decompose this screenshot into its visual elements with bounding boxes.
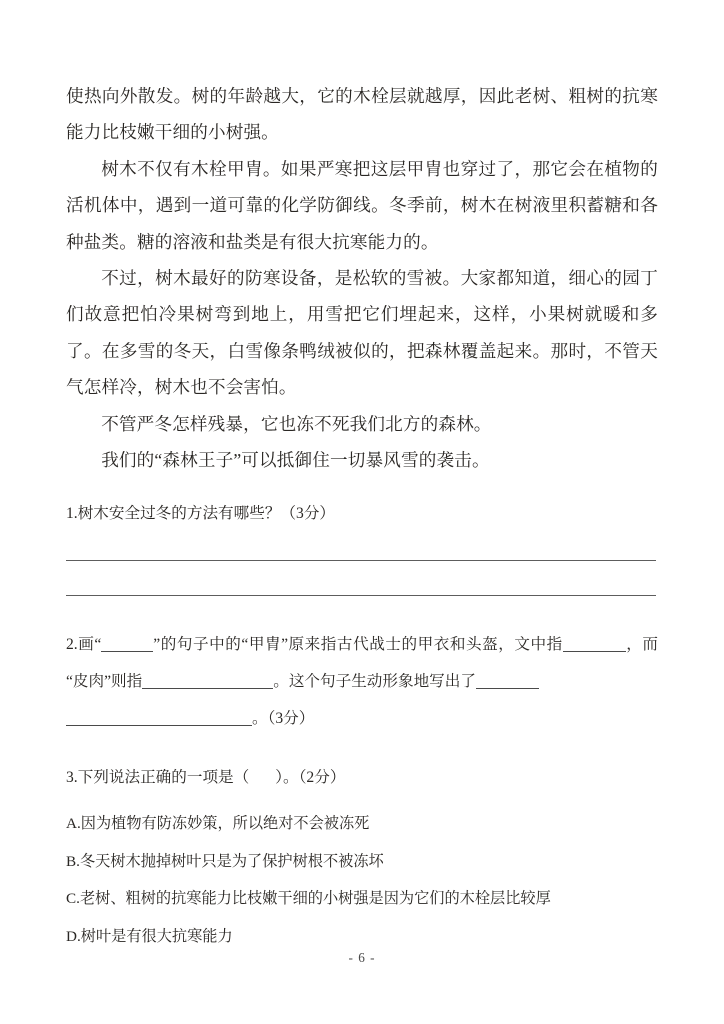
question-2-text-part-3: ， xyxy=(625,636,643,654)
question-2-text-part-1: 画“ xyxy=(77,636,102,654)
question-3-stem-after: ）。（2分） xyxy=(275,769,346,787)
question-2 xyxy=(66,626,658,737)
option-a-text: 因为植物有防冻妙策，所以绝对不会被冻死 xyxy=(80,815,370,833)
question-2-number: 2. xyxy=(66,636,78,654)
fill-in-blank[interactable] xyxy=(66,709,252,726)
reading-passage xyxy=(66,78,658,478)
option-d-letter: D. xyxy=(66,927,81,945)
page-footer xyxy=(0,950,724,966)
passage-paragraph-1: 使热向外散发。树的年龄越大，它的木栓层就越厚，因此老树、粗树的抗寒能力比枝嫩干细的小树强。 xyxy=(66,86,658,143)
passage-paragraph-4: 不管严冬怎样残暴，它也冻不死我们北方的森林。 xyxy=(101,413,492,434)
passage-paragraph-3: 不过，树木最好的防寒设备，是松软的雪被。大家都知道，细心的园丁们故意把怕冷果树弯到地上，用雪把它们埋起来，这样，小果树就暖和多了。在多雪的冬天，白雪像条鸭绒被似的，把森林覆盖起来。那时，不管天气怎样冷，树木也不会害怕。 xyxy=(66,268,658,398)
option-b[interactable] xyxy=(66,843,658,881)
question-1-number: 1. xyxy=(66,505,78,523)
page-content xyxy=(66,78,658,955)
questions-section xyxy=(66,495,658,955)
fill-in-blank[interactable] xyxy=(563,635,626,652)
option-c[interactable] xyxy=(66,880,658,918)
fill-in-blank[interactable] xyxy=(142,672,273,689)
question-3-number: 3. xyxy=(66,769,78,787)
question-1 xyxy=(66,495,658,532)
question-1-text: 树木安全过冬的方法有哪些？（3分） xyxy=(77,505,336,523)
option-d-text: 树叶是有很大抗寒能力 xyxy=(80,927,233,945)
question-2-text-part-6: 。（3分） xyxy=(252,710,315,728)
quoted-blank[interactable] xyxy=(101,635,153,652)
option-b-letter: B. xyxy=(66,852,80,870)
option-c-letter: C. xyxy=(66,890,80,908)
question-2-text-part-4: 而“皮肉”则指 xyxy=(66,636,659,691)
option-a-letter: A. xyxy=(66,815,81,833)
option-c-text: 老树、粗树的抗寒能力比枝嫩干细的小树强是因为它们的木栓层比较厚 xyxy=(79,890,551,908)
option-b-text: 冬天树木抛掉树叶只是为了保护树根不被冻坏 xyxy=(79,852,384,870)
question-2-text-part-2: ”的句子中的“甲胄”原来指古代战士的甲衣和头盔，文中指 xyxy=(153,636,563,654)
fill-in-blank[interactable] xyxy=(476,672,539,689)
passage-paragraph-2: 树木不仅有木栓甲胄。如果严寒把这层甲胄也穿过了，那它会在植物的活机体中，遇到一道可靠的化学防御线。冬季前，树木在树液里积蓄糖和各种盐类。糖的溶液和盐类是有很大抗寒能力的。 xyxy=(66,158,658,252)
answer-line[interactable] xyxy=(66,595,656,596)
question-1-answer-area xyxy=(66,560,658,596)
question-3 xyxy=(66,759,658,796)
option-a[interactable] xyxy=(66,805,658,843)
question-2-text-part-5: 。这个句子生动形象地写出了 xyxy=(273,673,476,691)
question-3-stem-before: 下列说法正确的一项是（ xyxy=(77,769,250,787)
answer-line[interactable] xyxy=(66,560,656,561)
page-number: - 6 - xyxy=(348,950,376,965)
passage-paragraph-5: 我们的“森林王子”可以抵御住一切暴风雪的袭击。 xyxy=(101,450,490,471)
